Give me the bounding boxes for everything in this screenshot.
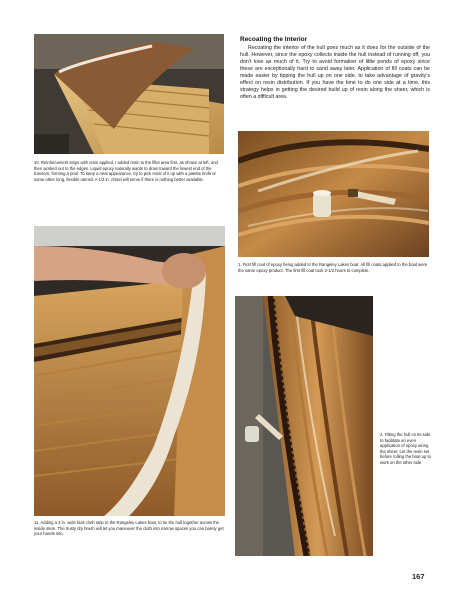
fill-coat-photo: [238, 131, 429, 257]
figure-10-caption: 10. Reinforcement strips with resin applied. I added resin to the fillet area first, as shown at left, and then worked out to the edges. Liquid epoxy naturally wants to drain toward the lowest end of the transom, forming a pool. To keep a neat appearance, try to pick most of it up with a palette knife or some other long, flexible utensil. A 1/2 in. chisel will serve if there is nothing better available.: [34, 160, 218, 182]
figure-2-caption: 2. Tilting the hull on its side to facilitate an even application of epoxy along the sheer. Let the resin set before rolling the boat up to work on the other side.: [380, 432, 431, 465]
section-heading: Recoating the Interior: [240, 36, 308, 43]
tilted-hull-photo: [235, 296, 373, 556]
page-number: 167: [412, 572, 425, 581]
figure-11-caption: 11. Adding a 3 in. wide bias cloth strip to the Rangeley Lakes boat, to tie the hull together across the inside stem. The trusty dry brush will let you maneuver the cloth into narrow spaces you can barely get your hands into.: [34, 520, 224, 537]
stern-reinforcement-photo: [34, 34, 224, 154]
bias-cloth-photo: [34, 226, 225, 516]
figure-1-caption: 1. First fill coat of epoxy being added to the Rangeley Lakes boat. All fill coats applied to the boat were the same epoxy product. The first fill coat took 2-1/2 hours to complete.: [238, 262, 428, 273]
section-body-text: Recoating the interior of the hull goes much as it does for the outside of the hull. However, since the epoxy collects inside the hull instead of running off, you don't lose as much of it. Try to avoid formation of little ponds of epoxy since these are exceptionally hard to sand away later. Application of fill coats can be made easier by tipping the hull up on one side, to take advantage of gravity's effect on resin distribution. If you have the time to do one side at a time, this strategy helps in getting the desired build up of resin along the sheer, which is often a difficult area.: [240, 45, 430, 101]
